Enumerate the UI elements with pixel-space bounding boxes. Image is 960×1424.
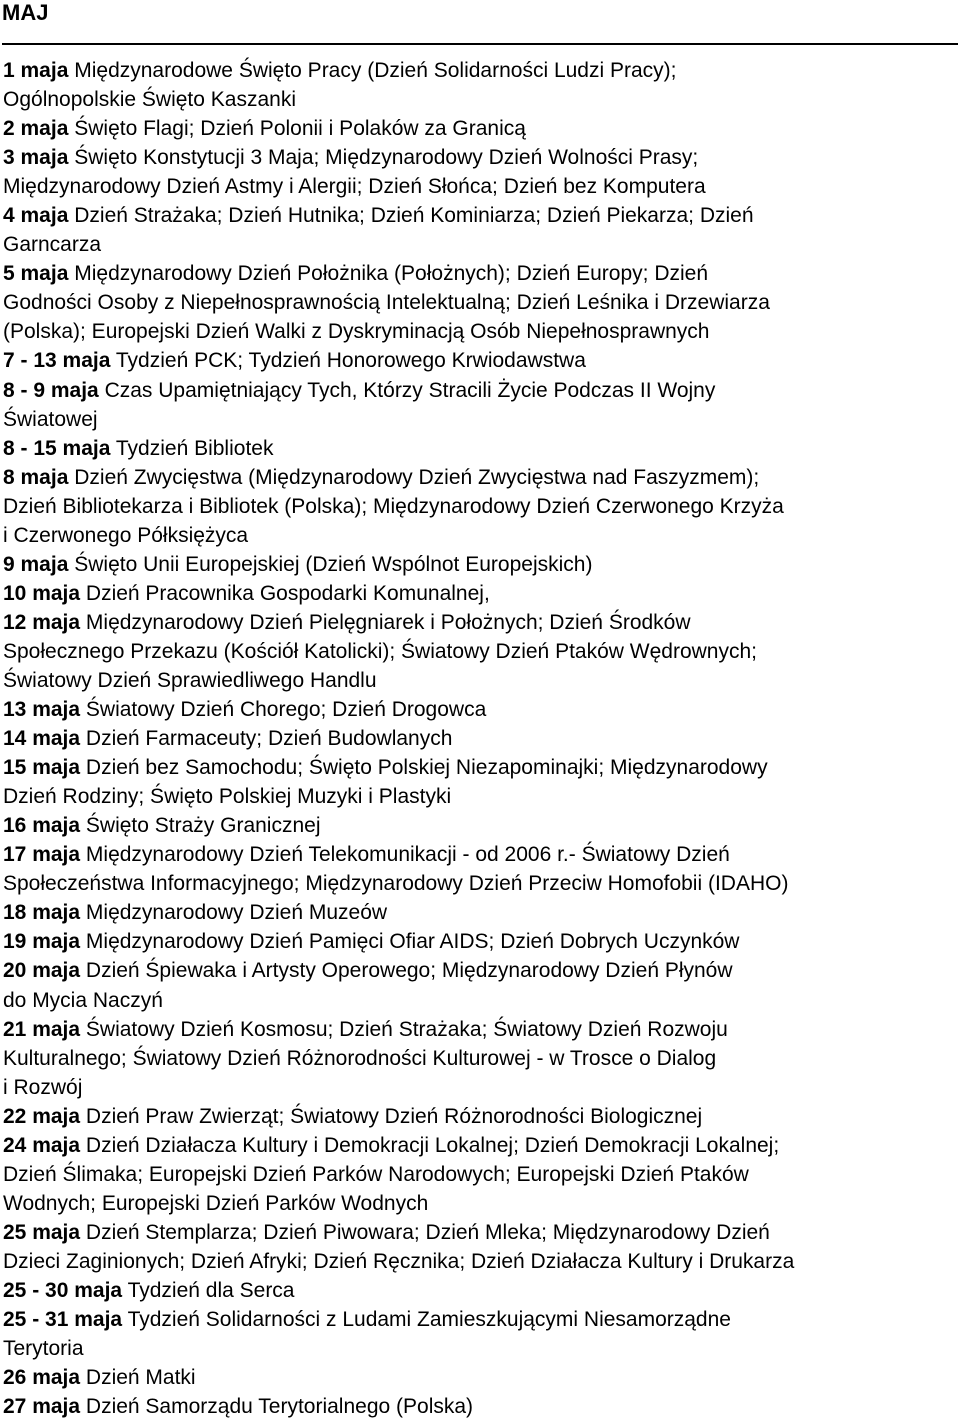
entry-text: Dzień Rodziny; Święto Polskiej Muzyki i Plastyki [3, 785, 452, 809]
entry-text: Dzień Strażaka; Dzień Hutnika; Dzień Kominiarza; Dzień Piekarza; Dzień [74, 204, 754, 228]
entry-date: 5 maja [3, 262, 69, 286]
entry-date: 10 maja [3, 581, 81, 605]
list-item [3, 143, 958, 201]
list-item [3, 1392, 958, 1421]
entry-date: 27 maja [3, 1395, 81, 1419]
list-item [3, 1218, 958, 1276]
entry-text: Dzień Zwycięstwa (Międzynarodowy Dzień Zwycięstwa nad Faszyzmem); [74, 465, 760, 489]
list-item [3, 956, 958, 1014]
entry-text: Wodnych; Europejski Dzień Parków Wodnych [3, 1191, 429, 1215]
entry-date: 25 maja [3, 1220, 81, 1244]
entry-text: Międzynarodowe Święto Pracy (Dzień Solidarności Ludzi Pracy); [74, 59, 677, 82]
entry-text: Ogólnopolskie Święto Kaszanki [3, 88, 296, 112]
entry-text: Międzynarodowy Dzień Muzeów [85, 901, 388, 925]
month-heading: MAJ [2, 0, 49, 25]
entry-text: Terytoria [3, 1337, 84, 1361]
entry-date: 18 maja [3, 901, 81, 925]
entry-text: Dzień Samorządu Terytorialnego (Polska) [85, 1395, 474, 1419]
entry-text: i Rozwój [3, 1075, 83, 1099]
list-item [3, 753, 958, 811]
entry-date: 24 maja [3, 1133, 81, 1157]
entry-text: Kulturalnego; Światowy Dzień Różnorodności Kulturowej - w Trosce o Dialog [3, 1046, 717, 1070]
entry-text: do Mycia Naczyń [3, 988, 163, 1012]
entry-text: Dzień Stemplarza; Dzień Piwowara; Dzień Mleka; Międzynarodowy Dzień [85, 1220, 770, 1244]
entry-date: 21 maja [3, 1017, 81, 1041]
entry-text: Światowy Dzień Kosmosu; Dzień Strażaka; Światowy Dzień Rozwoju [85, 1017, 728, 1041]
entry-text: Międzynarodowy Dzień Pielęgniarek i Położnych; Dzień Środków [85, 610, 691, 634]
entry-date: 17 maja [3, 843, 81, 867]
list-item [3, 259, 958, 346]
entry-date: 7 - 13 maja [3, 349, 111, 373]
entry-date: 3 maja [3, 146, 69, 170]
entry-text: (Polska); Europejski Dzień Walki z Dyskryminacją Osób Niepełnosprawnych [3, 320, 710, 344]
entry-date: 4 maja [3, 204, 69, 228]
list-item [3, 201, 958, 259]
entry-date: 14 maja [3, 727, 81, 751]
entry-text: Święto Konstytucji 3 Maja; Międzynarodowy Dzień Wolności Prasy; [74, 146, 699, 170]
entry-date: 12 maja [3, 610, 81, 634]
entry-date: 1 maja [3, 59, 69, 82]
list-item [3, 1363, 958, 1392]
list-item [3, 840, 958, 898]
list-item [3, 346, 958, 375]
entry-text: Tydzień Solidarności z Ludami Zamieszkującymi Niesamorządne [127, 1308, 731, 1332]
holiday-list [3, 56, 958, 1421]
entry-text: Święto Straży Granicznej [85, 814, 321, 838]
entry-text: Dzień bez Samochodu; Święto Polskiej Niezapominajki; Międzynarodowy [85, 756, 768, 780]
entry-text: Społecznego Przekazu (Kościół Katolicki); Światowy Dzień Ptaków Wędrownych; [3, 639, 757, 663]
entry-text: i Czerwonego Półksiężyca [3, 523, 249, 547]
list-item [3, 463, 958, 550]
entry-text: Dzień Farmaceuty; Dzień Budowlanych [85, 727, 453, 751]
list-item [3, 1305, 958, 1363]
entry-text: Dzień Praw Zwierząt; Światowy Dzień Różnorodności Biologicznej [85, 1104, 703, 1128]
entry-date: 15 maja [3, 756, 81, 780]
list-item [3, 550, 958, 579]
entry-text: Dzień Bibliotekarza i Bibliotek (Polska); Międzynarodowy Dzień Czerwonego Krzyża [3, 494, 784, 518]
entry-text: Dzień Matki [85, 1366, 196, 1390]
entry-text: Godności Osoby z Niepełnosprawnością Intelektualną; Dzień Leśnika i Drzewiarza [3, 291, 770, 315]
entry-text: Dzień Pracownika Gospodarki Komunalnej, [85, 581, 490, 605]
entry-date: 20 maja [3, 959, 81, 983]
list-item [3, 1015, 958, 1102]
entry-text: Tydzień Bibliotek [115, 436, 274, 460]
entry-text: Garncarza [3, 233, 102, 257]
list-item [3, 376, 958, 434]
list-item [3, 927, 958, 956]
entry-date: 16 maja [3, 814, 81, 838]
entry-text: Społeczeństwa Informacyjnego; Międzynarodowy Dzień Przeciw Homofobii (IDAHO) [3, 872, 789, 896]
heading-divider [2, 43, 958, 45]
entry-text: Święto Unii Europejskiej (Dzień Wspólnot Europejskich) [74, 552, 593, 576]
list-item [3, 114, 958, 143]
list-item [3, 1102, 958, 1131]
entry-date: 9 maja [3, 552, 69, 576]
entry-date: 8 - 15 maja [3, 436, 111, 460]
list-item [3, 579, 958, 608]
list-item [3, 695, 958, 724]
list-item [3, 56, 958, 114]
entry-date: 25 - 31 maja [3, 1308, 123, 1332]
entry-date: 13 maja [3, 698, 81, 722]
entry-text: Międzynarodowy Dzień Telekomunikacji - od 2006 r.- Światowy Dzień [85, 843, 730, 867]
entry-date: 19 maja [3, 930, 81, 954]
entry-date: 8 maja [3, 465, 69, 489]
entry-text: Dzień Śpiewaka i Artysty Operowego; Międzynarodowy Dzień Płynów [85, 959, 733, 983]
entry-date: 26 maja [3, 1366, 81, 1390]
list-item [3, 724, 958, 753]
entry-text: Dzień Ślimaka; Europejski Dzień Parków Narodowych; Europejski Dzień Ptaków [3, 1162, 749, 1186]
list-item [3, 434, 958, 463]
entry-text: Światowy Dzień Sprawiedliwego Handlu [3, 668, 377, 692]
entry-text: Światowej [3, 407, 98, 431]
entry-text: Tydzień PCK; Tydzień Honorowego Krwiodawstwa [115, 349, 586, 373]
entry-date: 2 maja [3, 117, 69, 141]
entry-date: 8 - 9 maja [3, 378, 99, 402]
entry-text: Światowy Dzień Chorego; Dzień Drogowca [85, 698, 487, 722]
entry-text: Czas Upamiętniający Tych, Którzy Stracili Życie Podczas II Wojny [104, 378, 716, 402]
entry-text: Międzynarodowy Dzień Pamięci Ofiar AIDS; Dzień Dobrych Uczynków [85, 930, 740, 954]
list-item [3, 1131, 958, 1218]
entry-text: Święto Flagi; Dzień Polonii i Polaków za Granicą [74, 117, 526, 141]
entry-text: Międzynarodowy Dzień Położnika (Położnych); Dzień Europy; Dzień [74, 262, 709, 286]
entry-text: Dzieci Zaginionych; Dzień Afryki; Dzień Ręcznika; Dzień Działacza Kultury i Drukarza [3, 1249, 795, 1273]
entry-date: 22 maja [3, 1104, 81, 1128]
entry-text: Tydzień dla Serca [127, 1278, 295, 1302]
entry-text: Dzień Działacza Kultury i Demokracji Lokalnej; Dzień Demokracji Lokalnej; [85, 1133, 780, 1157]
list-item [3, 608, 958, 695]
list-item [3, 1276, 958, 1305]
list-item [3, 898, 958, 927]
list-item [3, 811, 958, 840]
entry-text: Międzynarodowy Dzień Astmy i Alergii; Dzień Słońca; Dzień bez Komputera [3, 175, 706, 199]
entry-date: 25 - 30 maja [3, 1278, 123, 1302]
